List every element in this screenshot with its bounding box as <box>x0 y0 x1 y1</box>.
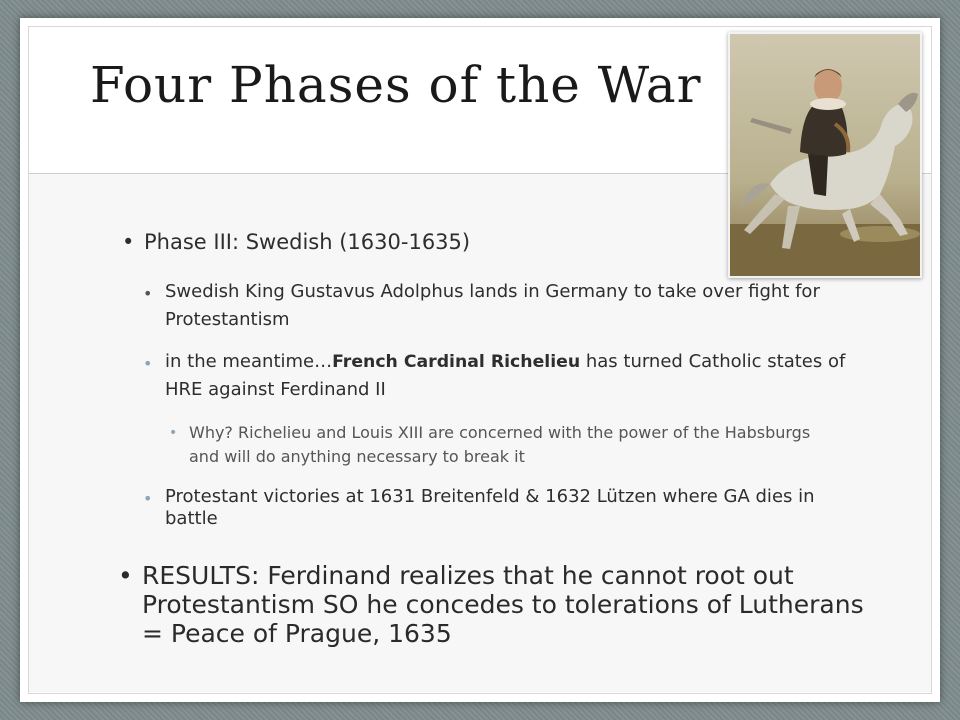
bullet-dot-icon: • <box>143 489 153 508</box>
bullet-dot-icon: • <box>169 425 178 441</box>
bullet-dot-icon: • <box>122 230 135 254</box>
meantime-bold: French Cardinal Richelieu <box>332 352 581 372</box>
bullet-why <box>169 421 839 469</box>
meantime-prefix: in the meantime… <box>165 351 333 372</box>
bullet-phase-iii <box>122 230 744 254</box>
bullet-victories <box>143 486 855 530</box>
why-text: Why? Richelieu and Louis XIII are concerned with the power of the Habsburgs and will do anything necessary to break it <box>189 423 811 466</box>
slide <box>20 18 940 702</box>
bullet-swedish-king <box>143 278 855 334</box>
results-label: RESULTS: <box>142 561 260 590</box>
swedish-king-text: Swedish King Gustavus Adolphus lands in Germany to take over fight for Protestantism <box>165 281 820 330</box>
phase-label: Phase III: <box>144 230 240 254</box>
bullet-meantime <box>143 348 855 404</box>
bullet-results <box>118 561 882 648</box>
results-text: Ferdinand realizes that he cannot root out Protestantism SO he concedes to tolerations of Lutherans = Peace of Prague, 1635 <box>142 561 864 648</box>
bullet-dot-icon: • <box>143 354 153 373</box>
equestrian-portrait-icon <box>728 32 922 278</box>
bullet-dot-icon: • <box>118 561 133 590</box>
slide-content <box>20 18 940 702</box>
bullet-dot-icon: • <box>143 284 153 303</box>
victories-text: Protestant victories at 1631 Breitenfeld & 1632 Lützen where GA dies in battle <box>165 486 815 529</box>
phase-text: Swedish (1630-1635) <box>239 230 471 254</box>
meantime-rest: has turned Catholic states of HRE against Ferdinand II <box>165 351 846 400</box>
slide-title: Four Phases of the War <box>90 56 702 114</box>
